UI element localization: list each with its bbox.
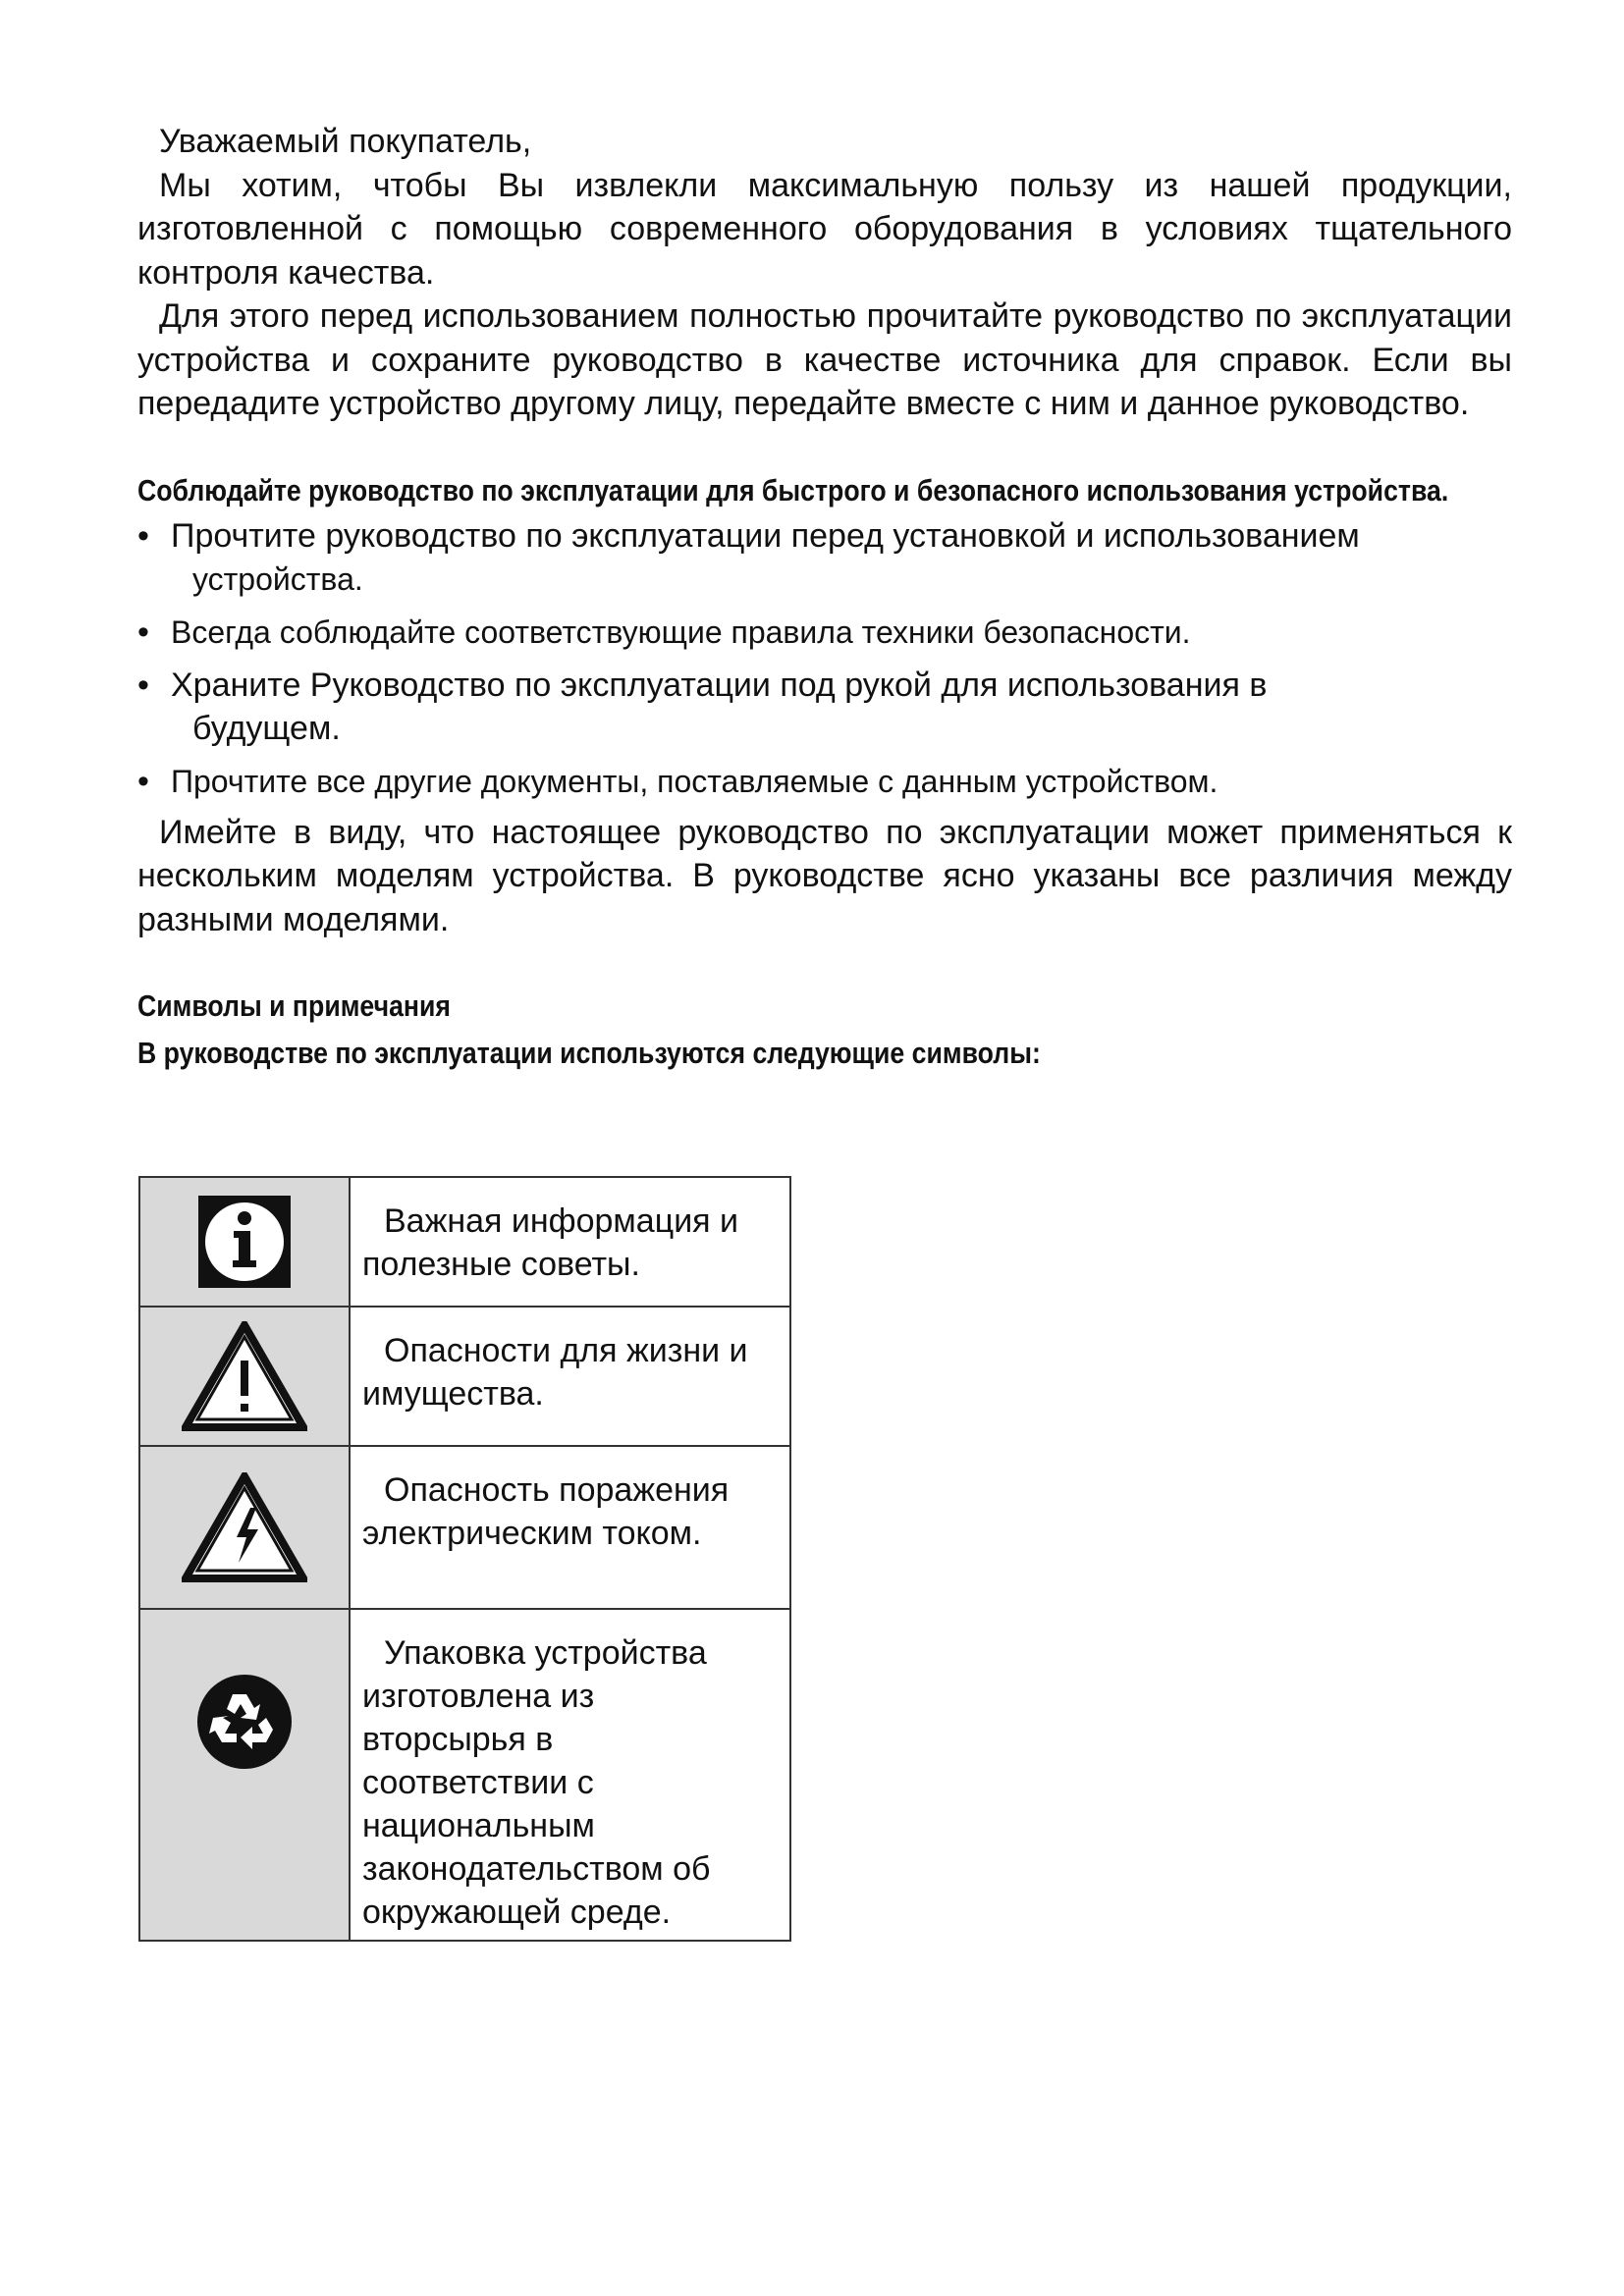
models-note: Имейте в виду, что настоящее руководство по эксплуатации может применяться к нескольким моделям устройства. В руководстве ясно указаны все различия между разными моделями.	[137, 813, 1512, 938]
bullet-icon: •	[137, 613, 149, 651]
icon-cell	[139, 1609, 350, 1941]
icon-cell	[139, 1177, 350, 1307]
guidelines-heading: Соблюдайте руководство по эксплуатации для быстрого и безопасного использования устройства.	[137, 472, 1449, 507]
symbol-description: Важная информация и полезные советы.	[350, 1177, 790, 1307]
symbol-description: Упаковка устройства изготовлена из вторсырья в соответствии с национальным законодательством об окружающей среде.	[350, 1609, 790, 1941]
info-icon	[198, 1196, 291, 1288]
symbols-heading: Символы и примечания	[137, 988, 451, 1023]
table-row	[139, 1609, 790, 1941]
icon-cell	[139, 1446, 350, 1609]
icon-cell	[139, 1307, 350, 1446]
manual-page	[137, 120, 1512, 1075]
symbols-subheading: В руководстве по эксплуатации используются следующие символы:	[137, 1036, 1041, 1070]
greeting: Уважаемый покупатель,	[159, 123, 532, 160]
list-item: • Всегда соблюдайте соответствующие правила техники безопасности.	[137, 611, 1512, 654]
intro-paragraph-1: Мы хотим, чтобы Вы извлекли максимальную пользу из нашей продукции, изготовленной с помощью современного оборудования в условиях тщательного контроля качества.	[137, 166, 1512, 292]
intro-paragraph-2: Для этого перед использованием полностью прочитайте руководство по эксплуатации устройства и сохраните руководство в качестве источника для справок. Если вы передадите устройство другому лицу, передайте вместе с ним и данное руководство.	[137, 297, 1512, 422]
list-item: • Храните Руководство по эксплуатации под рукой для использования в будущем.	[137, 664, 1512, 750]
warning-icon	[182, 1321, 307, 1431]
electric-shock-icon	[182, 1472, 307, 1582]
guidelines-list	[137, 514, 1512, 803]
list-item: • Прочтите все другие документы, поставляемые с данным устройством.	[137, 760, 1512, 803]
table-row	[139, 1307, 790, 1446]
bullet-icon: •	[137, 762, 149, 800]
bullet-icon: •	[137, 666, 149, 704]
symbols-table	[138, 1176, 791, 1942]
table-row	[139, 1446, 790, 1609]
symbol-description: Опасности для жизни и имущества.	[350, 1307, 790, 1446]
symbol-description: Опасность поражения электрическим током.	[350, 1446, 790, 1609]
table-row	[139, 1177, 790, 1307]
recycle-icon	[195, 1673, 294, 1771]
list-item: • Прочтите руководство по эксплуатации перед установкой и использованием устройства.	[137, 514, 1512, 601]
bullet-icon: •	[137, 516, 149, 555]
